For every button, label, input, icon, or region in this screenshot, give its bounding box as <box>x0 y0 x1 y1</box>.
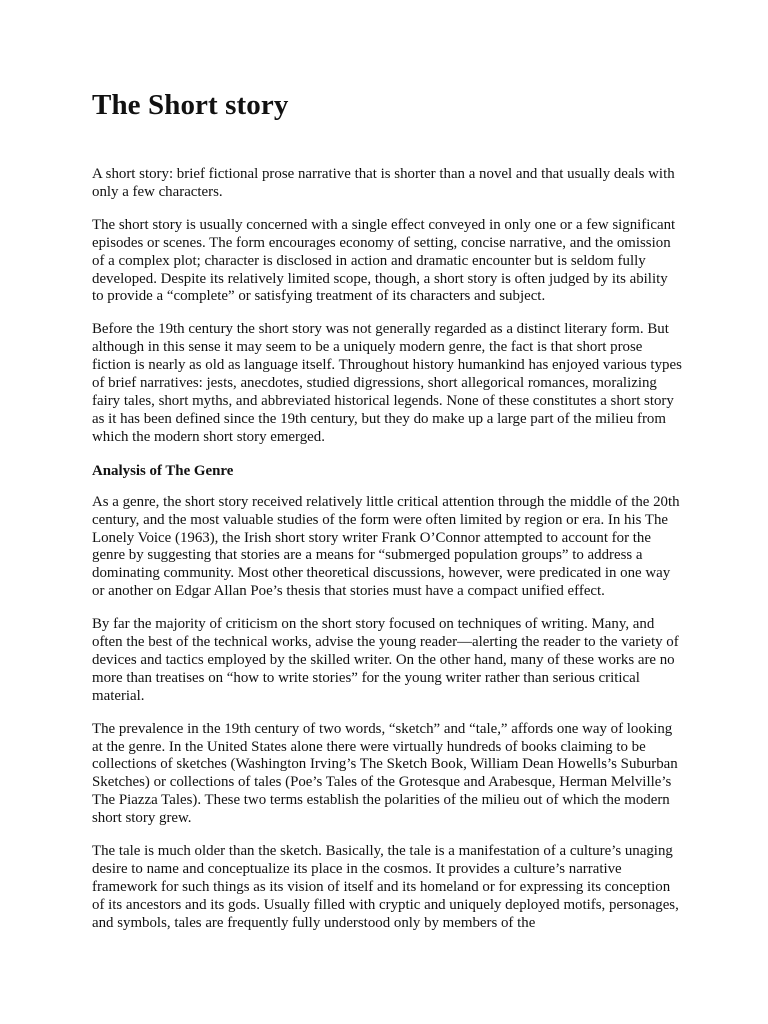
intro-paragraph-3: Before the 19th century the short story was not generally regarded as a distinct literary form. But although in this sense it may seem to be a uniquely modern genre, the fact is that short prose fiction is nearly as old as language itself. Throughout history humankind has enjoyed various types of brief narratives: jests, anecdotes, studied digressions, short allegorical romances, moralizing fairy tales, short myths, and abbreviated historical legends. None of these constitutes a short story as it has been defined since the 19th century, but they do make up a large part of the milieu from which the modern short story emerged. <box>92 321 682 445</box>
intro-paragraph-2: The short story is usually concerned with a single effect conveyed in only one or a few significant episodes or scenes. The form encourages economy of setting, concise narrative, and the omission of a complex plot; character is disclosed in action and dramatic encounter but is seldom fully developed. Despite its relatively limited scope, though, a short story is often judged by its ability to provide a “complete” or satisfying treatment of its characters and subject. <box>92 216 676 305</box>
section-paragraph-3: The prevalence in the 19th century of two words, “sketch” and “tale,” affords one way of looking at the genre. In the United States alone there were virtually hundreds of books claiming to be collections of sketches (Washington Irving’s The Sketch Book, William Dean Howells’s Suburban Sketches) or collections of tales (Poe’s Tales of the Grotesque and Arabesque, Herman Melville’s The Piazza Tales). These two terms establish the polarities of the milieu out of which the modern short story grew. <box>92 720 678 827</box>
document-page <box>92 84 682 948</box>
section-paragraph-1: As a genre, the short story received relatively little critical attention through the middle of the 20th century, and the most valuable studies of the form were often limited by region or era. In his The Lonely Voice (1963), the Irish short story writer Frank O’Connor attempted to account for the genre by suggesting that stories are a means for “submerged population groups” to address a dominating community. Most other theoretical discussions, however, were predicated in one way or another on Edgar Allan Poe’s thesis that stories must have a compact unified effect. <box>92 493 680 600</box>
section-paragraph-4: The tale is much older than the sketch. Basically, the tale is a manifestation of a culture’s unaging desire to name and conceptualize its place in the cosmos. It provides a culture’s narrative framework for such things as its vision of itself and its homeland or for expressing its conception of its ancestors and its gods. Usually filled with cryptic and uniquely deployed motifs, personages, and symbols, tales are frequently fully understood only by members of the <box>92 843 679 931</box>
document-title: The Short story <box>92 89 289 121</box>
section-heading: Analysis of The Genre <box>92 462 234 479</box>
intro-paragraph-1: A short story: brief fictional prose narrative that is shorter than a novel and that usually deals with only a few characters. <box>92 166 675 200</box>
section-paragraph-2: By far the majority of criticism on the short story focused on techniques of writing. Many, and often the best of the technical works, advise the young reader—alerting the reader to the variety of devices and tactics employed by the skilled writer. On the other hand, many of these works are no more than treatises on “how to write stories” for the young writer rather than serious critical material. <box>92 616 679 704</box>
